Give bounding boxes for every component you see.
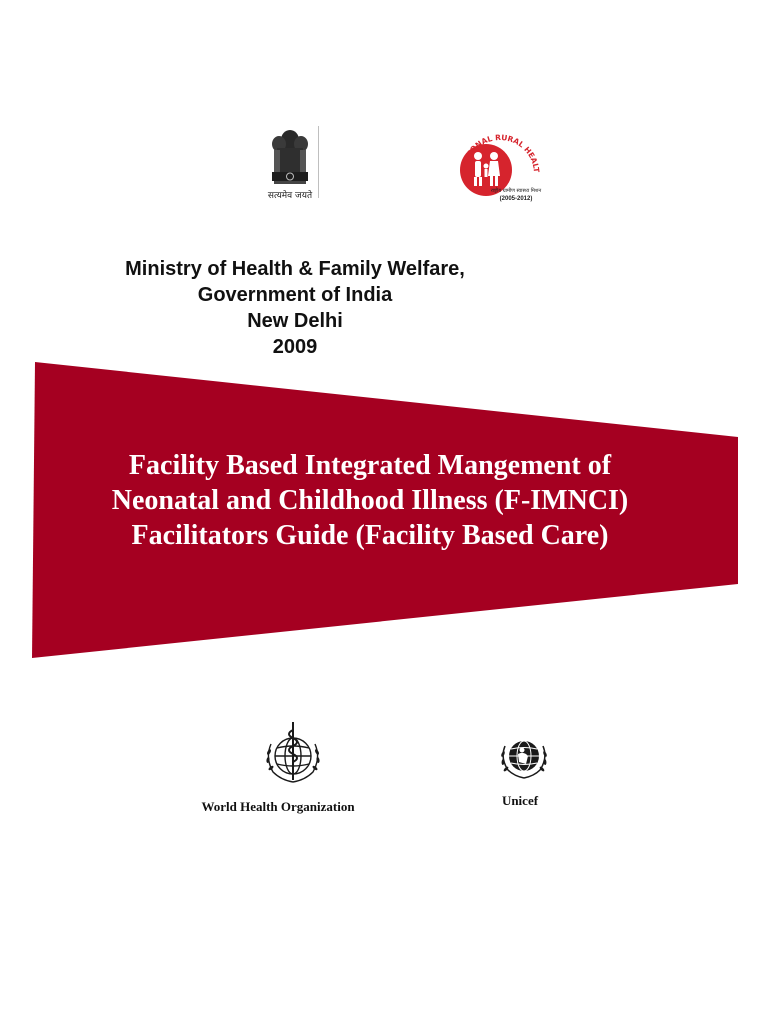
unicef-logo [494,732,554,786]
unicef-label: Unicef [501,793,539,808]
year-line: 2009 [272,336,318,358]
nrhm-years: (2005-2012) [499,196,533,202]
nrhm-arc-text: NATIONAL RURAL HEALT [459,132,542,173]
nrhm-hindi-line: राष्ट्रीय ग्रामीण स्वास्थ्य मिशन [490,188,542,194]
who-label: World Health Organization [201,799,355,814]
nrhm-logo [452,130,548,208]
who-logo [259,718,327,790]
ministry-block [0,256,590,360]
city-line: New Delhi [247,310,343,332]
ministry-line: Ministry of Health & Family Welfare, [125,258,465,280]
document-title [90,448,650,553]
emblem-caption: सत्यमेव जयते [267,191,313,201]
title-line: Neonatal and Childhood Illness (F-IMNCI) [111,485,629,516]
emblem-divider [318,126,319,198]
government-line: Government of India [197,284,393,306]
title-line: Facilitators Guide (Facility Based Care) [131,520,609,551]
title-line: Facility Based Integrated Mangement of [128,450,612,481]
